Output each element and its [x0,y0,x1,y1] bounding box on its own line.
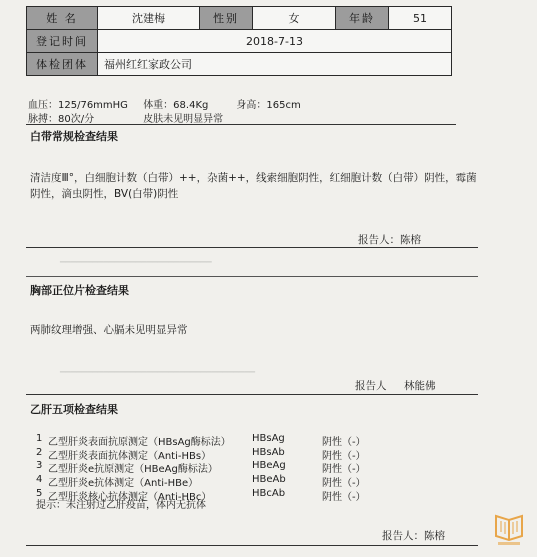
gender-label: 性别 [200,7,253,30]
test-code: HBsAg [252,433,285,444]
test-item: 乙型肝炎表面抗体测定（Anti-HBs） [48,451,212,462]
test-result: 阴性（-） [322,464,366,475]
test-code: HBsAb [252,447,285,458]
row-number: 2 [36,447,43,458]
bleed-through-text: ──────────────────────────────────── [60,368,256,378]
test-code: HBeAb [252,474,286,485]
divider [26,545,478,546]
name-label: 姓 名 [27,7,98,30]
chest-reporter-name: 林能佛 [404,380,436,392]
test-item: 乙型肝炎e抗原测定（HBeAg酶标法） [48,464,218,475]
date-label: 登记时间 [27,30,98,53]
skin-result: 皮肤未见明显异常 [143,114,224,125]
bleed-through-text: ──────────────────────────── [60,258,212,268]
chest-xray-title: 胸部正位片检查结果 [30,284,129,297]
hepb-title: 乙肝五项检查结果 [30,403,118,416]
divider [26,276,478,277]
vitals-row-1 [28,96,301,111]
org-name: 福州红红家政公司 [98,53,452,76]
test-item: 乙型肝炎核心抗体测定（Anti-HBc） [48,492,212,503]
row-number: 4 [36,474,43,485]
row-number: 5 [36,488,43,499]
pulse: 脉搏：80次/分 [28,114,95,125]
patient-name: 沈建梅 [98,7,200,30]
test-result: 阴性（-） [322,492,366,503]
register-date: 2018-7-13 [98,30,452,53]
patient-age: 51 [389,7,452,30]
test-item: 乙型肝炎表面抗原测定（HBsAg酶标法） [48,437,231,448]
age-label: 年龄 [336,7,389,30]
hepb-reporter: 报告人：陈榕 [382,530,445,542]
blood-pressure: 血压：125/76mmHG [28,100,128,111]
divider [26,124,456,125]
patient-gender: 女 [253,7,336,30]
leukorrhea-title: 白带常规检查结果 [30,130,118,143]
chest-reporter-label: 报告人 [355,380,387,392]
vitals-row-2 [28,110,223,125]
leukorrhea-reporter: 报告人：陈榕 [358,234,421,246]
hepb-note: 提示：未注射过乙肝疫苗，体内无抗体 [36,500,206,511]
test-code: HBcAb [252,488,286,499]
test-result: 阴性（-） [322,478,366,489]
divider [26,247,478,248]
leukorrhea-result: 清洁度Ⅲ°，白细胞计数（白带）++，杂菌++，线索细胞阴性，红细胞计数（白带）阴性，霉菌阴性，滴虫阴性，BV(白带)阴性 [30,172,477,200]
test-code: HBeAg [252,460,286,471]
weight: 体重：68.4Kg [143,100,209,111]
test-item: 乙型肝炎e抗体测定（Anti-HBe） [48,478,199,489]
book-logo-icon [492,508,526,548]
patient-info-table [26,6,452,76]
row-number: 1 [36,433,43,444]
height: 身高：165cm [236,100,301,111]
chest-xray-result: 两肺纹理增强、心膈未见明显异常 [30,324,188,336]
org-label: 体检团体 [27,53,98,76]
test-result: 阴性（-） [322,451,366,462]
test-result: 阴性（-） [322,437,366,448]
divider [26,394,478,395]
row-number: 3 [36,460,43,471]
